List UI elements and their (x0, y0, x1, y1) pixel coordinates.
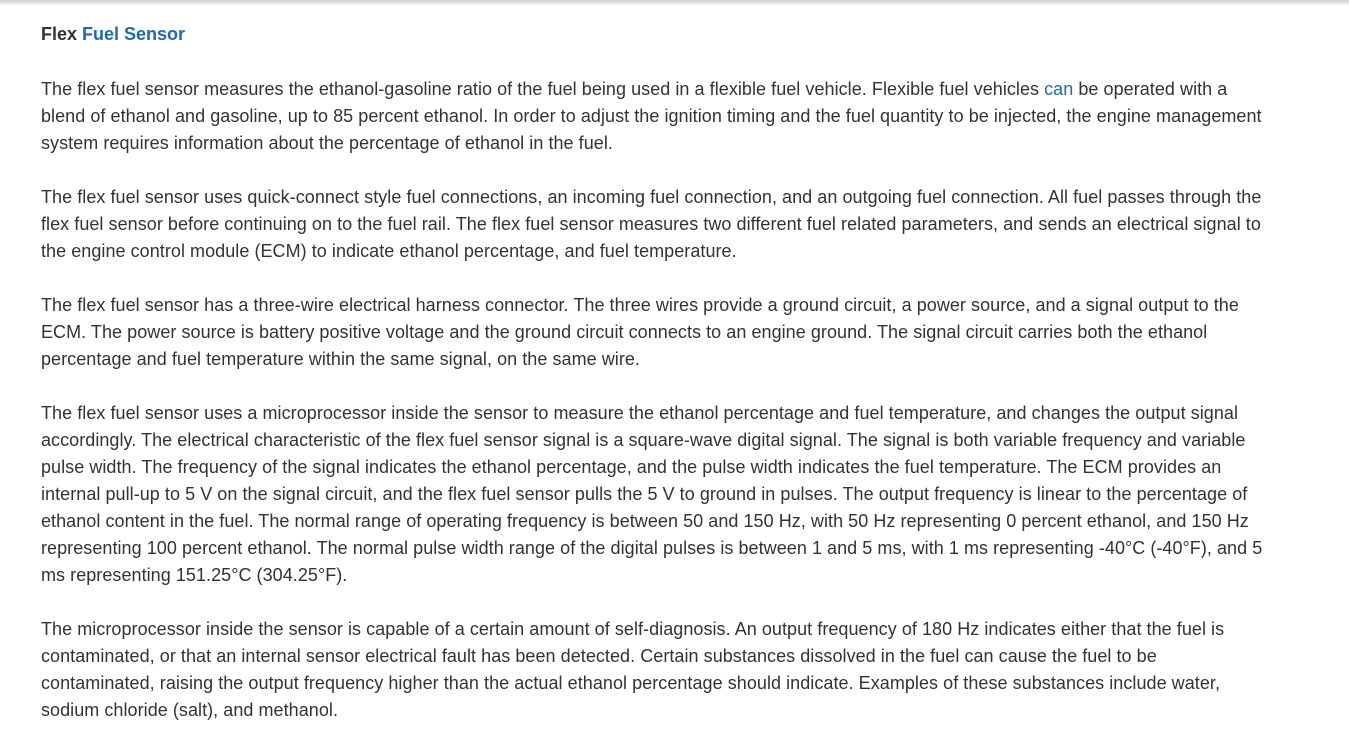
article-content (41, 22, 1271, 736)
paragraph-3: The flex fuel sensor has a three-wire electrical harness connector. The three wires provide a ground circuit, a power source, and a signal output to the ECM. The power source is battery positive voltage and the ground circuit connects to an engine ground. The signal circuit carries both the ethanol percentage and fuel temperature within the same signal, on the same wire. (41, 295, 1239, 369)
top-shadow (0, 0, 1349, 6)
page-title (41, 22, 1271, 46)
paragraph-1 (41, 76, 1271, 157)
paragraph-2: The flex fuel sensor uses quick-connect style fuel connections, an incoming fuel connection, and an outgoing fuel connection. All fuel passes through the flex fuel sensor before continuing on to the fuel rail. The flex fuel sensor measures two different fuel related parameters, and sends an electrical signal to the engine control module (ECM) to indicate ethanol percentage, and fuel temperature. (41, 187, 1262, 261)
page-title-prefix: Flex (41, 24, 83, 44)
fuel-sensor-link[interactable]: Fuel Sensor (82, 24, 186, 44)
paragraph-1-text-b: be operated with a blend of ethanol and gasoline, up to 85 percent ethanol. In order to adjust the ignition timing and the fuel quantity to be injected, the engine management system requires information about the percentage of ethanol in the fuel. (41, 79, 1262, 153)
paragraph-5: The microprocessor inside the sensor is capable of a certain amount of self-diagnosis. An output frequency of 180 Hz indicates either that the fuel is contaminated, or that an internal sensor electrical fault has been detected. Certain substances dissolved in the fuel can cause the fuel to be contaminated, raising the output frequency higher than the actual ethanol percentage should indicate. Examples of these substances include water, sodium chloride (salt), and methanol. (41, 619, 1225, 720)
paragraph-4: The flex fuel sensor uses a microprocessor inside the sensor to measure the ethanol percentage and fuel temperature, and changes the output signal accordingly. The electrical characteristic of the flex fuel sensor signal is a square-wave digital signal. The signal is both variable frequency and variable pulse width. The frequency of the signal indicates the ethanol percentage, and the pulse width indicates the fuel temperature. The ECM provides an internal pull-up to 5 V on the signal circuit, and the flex fuel sensor pulls the 5 V to ground in pulses. The output frequency is linear to the percentage of ethanol content in the fuel. The normal range of operating frequency is between 50 and 150 Hz, with 50 Hz representing 0 percent ethanol, and 150 Hz representing 100 percent ethanol. The normal pulse width range of the digital pulses is between 1 and 5 ms, with 1 ms representing -40°C (-40°F), and 5 ms representing 151.25°C (304.25°F). (41, 403, 1263, 585)
can-link[interactable]: can (1044, 79, 1074, 99)
paragraph-1-text-a: The flex fuel sensor measures the ethanol-gasoline ratio of the fuel being used in a flexible fuel vehicle. Flexible fuel vehicles (41, 79, 1045, 99)
